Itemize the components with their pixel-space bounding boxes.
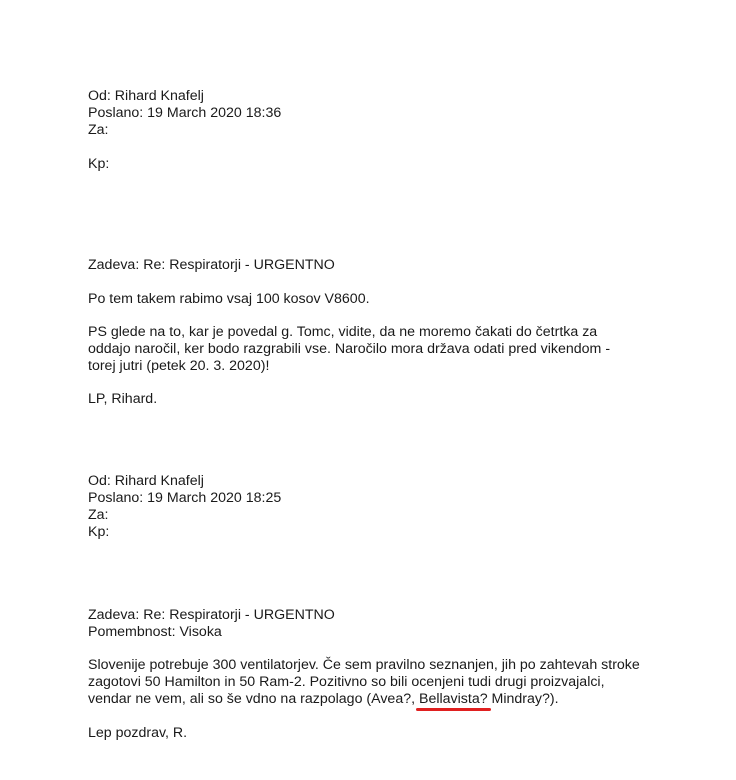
email1-body-line: torej jutri (petek 20. 3. 2020)! bbox=[88, 358, 270, 374]
email1-body-p1 bbox=[88, 291, 688, 308]
email2-subject: Zadeva: Re: Respiratorji - URGENTNO bbox=[88, 607, 335, 623]
highlighted-term-text: Bellavista? bbox=[418, 691, 488, 707]
email1-to: Za: bbox=[88, 122, 109, 138]
email2-sent: Poslano: 19 March 2020 18:25 bbox=[88, 490, 282, 506]
email1-subject-block bbox=[88, 257, 688, 274]
email1-signoff-block bbox=[88, 391, 688, 408]
email2-cc: Kp: bbox=[88, 524, 110, 540]
email2-body bbox=[88, 657, 688, 708]
email2-signoff-block bbox=[88, 725, 688, 742]
email1-from: Od: Rihard Knafelj bbox=[88, 88, 204, 104]
email2-importance: Pomembnost: Visoka bbox=[88, 624, 222, 640]
email1-cc: Kp: bbox=[88, 156, 110, 172]
email2-header bbox=[88, 473, 688, 541]
email1-signoff: LP, Rihard. bbox=[88, 391, 158, 407]
email1-subject: Zadeva: Re: Respiratorji - URGENTNO bbox=[88, 257, 335, 273]
email2-to: Za: bbox=[88, 507, 109, 523]
email1-cc-block bbox=[88, 156, 688, 173]
email2-subject-block bbox=[88, 607, 688, 641]
email1-sent: Poslano: 19 March 2020 18:36 bbox=[88, 105, 282, 121]
email2-body-text: Mindray?). bbox=[487, 691, 559, 707]
email1-header bbox=[88, 88, 688, 139]
email1-body-line: PS glede na to, kar je povedal g. Tomc, vidite, da ne moremo čakati do četrtka za bbox=[88, 324, 598, 340]
email2-body-line bbox=[88, 691, 688, 708]
email1-body-line: Po tem takem rabimo vsaj 100 kosov V8600. bbox=[88, 291, 370, 307]
email2-from: Od: Rihard Knafelj bbox=[88, 473, 204, 489]
red-underline-mark bbox=[416, 708, 491, 711]
email2-body-text: vendar ne vem, ali so še vdno na razpolago (Avea?, bbox=[88, 691, 419, 707]
email1-body-line: oddajo naročil, ker bodo razgrabili vse. Naročilo mora država odati pred vikendom - bbox=[88, 341, 611, 357]
email2-signoff: Lep pozdrav, R. bbox=[88, 725, 188, 741]
email2-body-line: Slovenije potrebuje 300 ventilatorjev. Če sem pravilno seznanjen, jih po zahtevah stroke bbox=[88, 657, 640, 673]
email1-body-p2 bbox=[88, 324, 688, 375]
highlighted-term bbox=[419, 691, 488, 708]
email2-body-line: zagotovi 50 Hamilton in 50 Ram-2. Pozitivno so bili ocenjeni tudi drugi proizvajalci, bbox=[88, 674, 605, 690]
